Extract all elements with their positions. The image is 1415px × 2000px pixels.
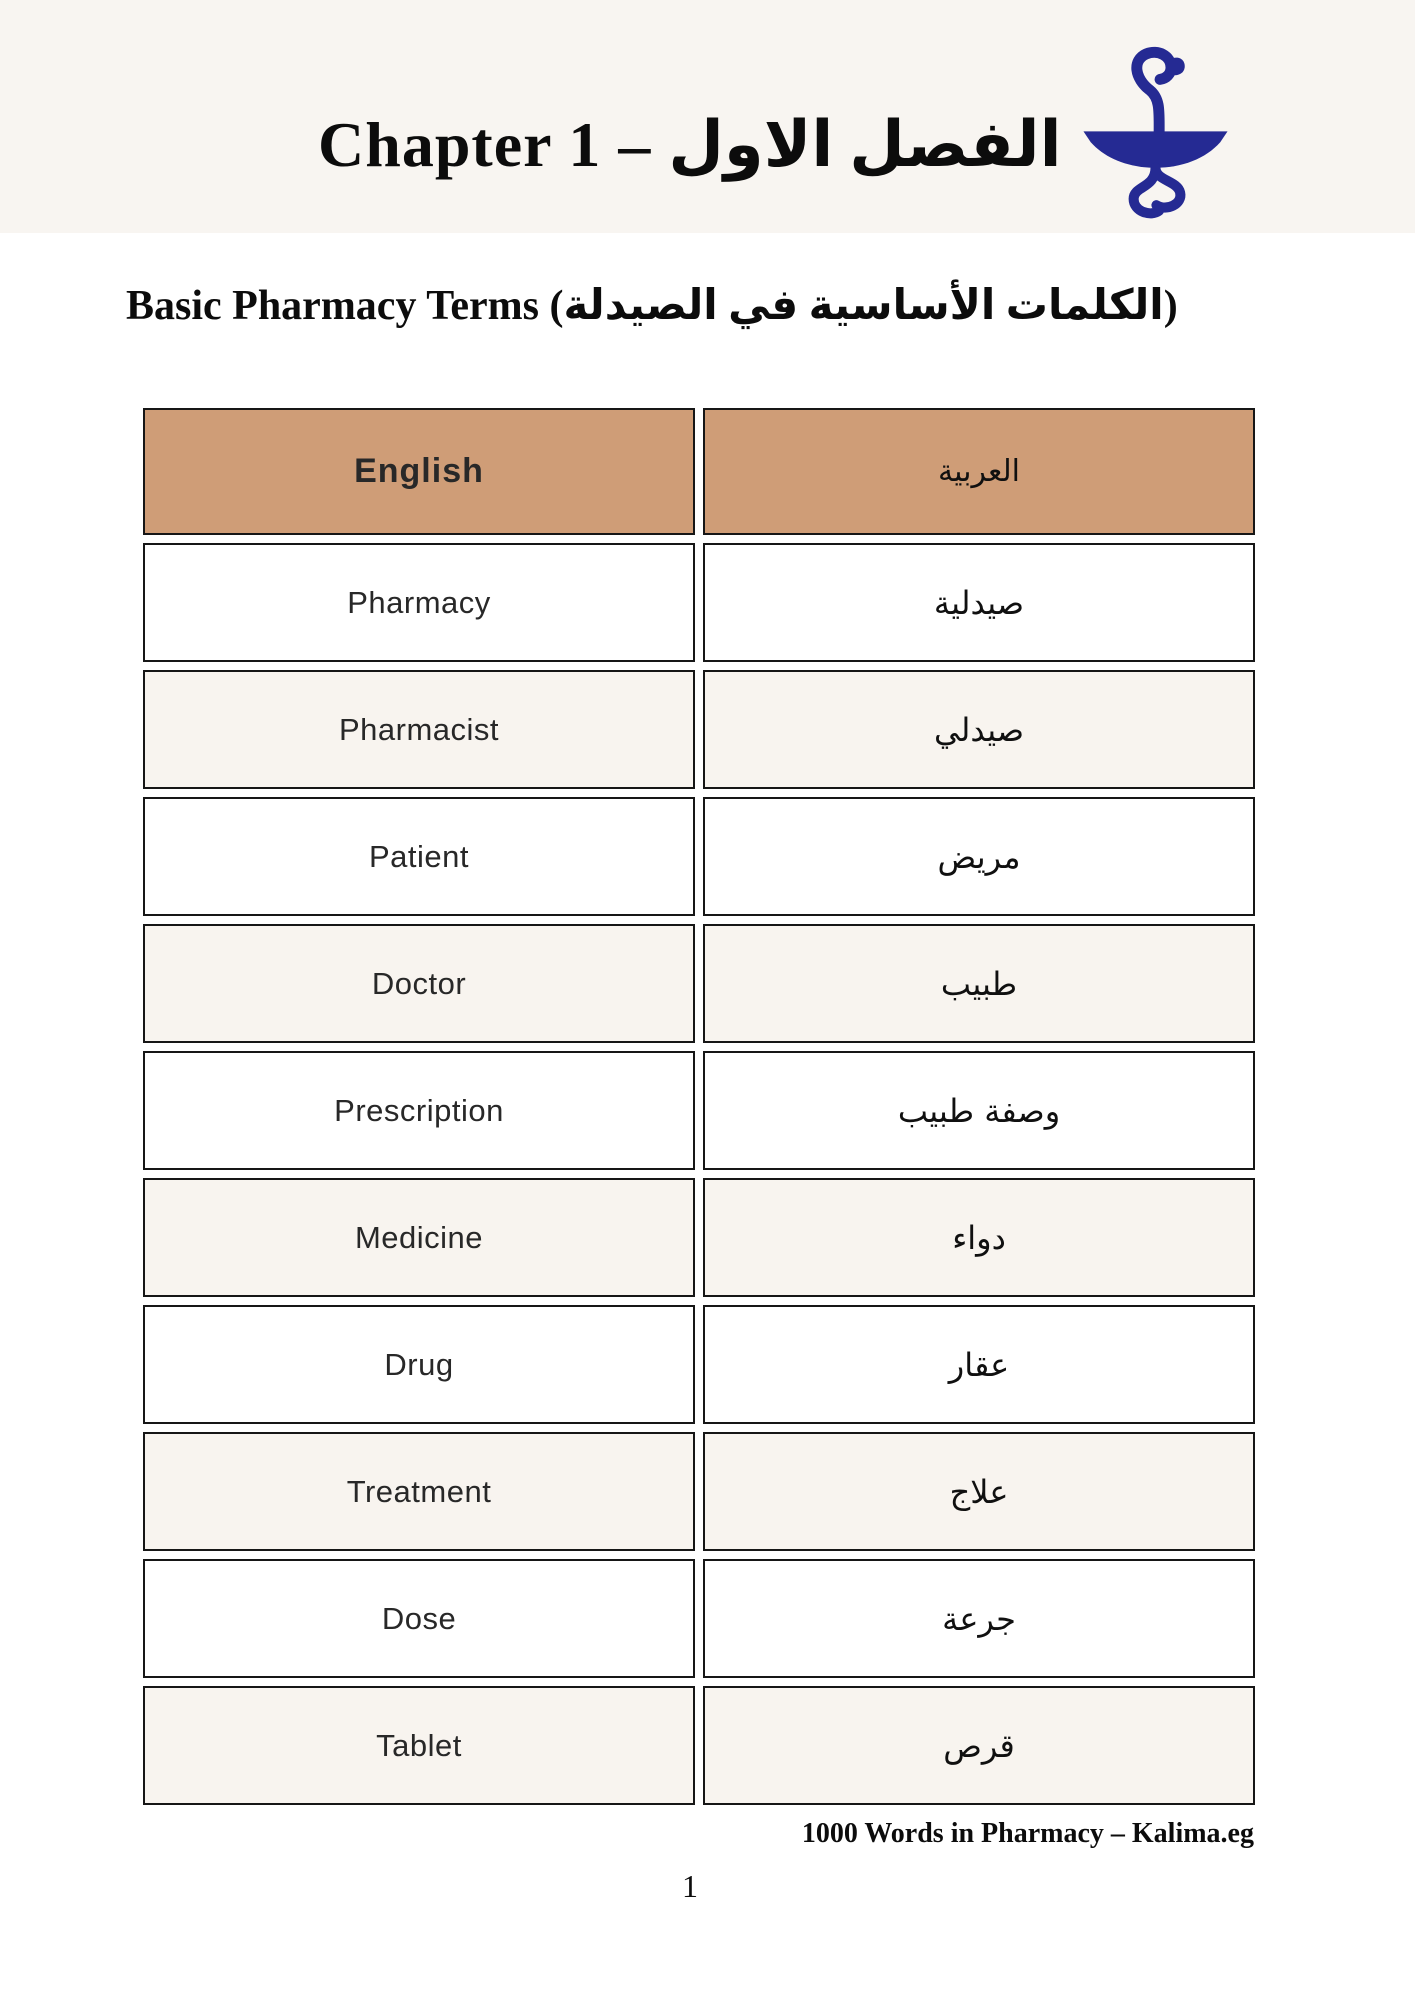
table-cell-arabic: وصفة طبيب — [703, 1051, 1255, 1170]
vocab-table — [143, 408, 1255, 1805]
table-cell-arabic: مريض — [703, 797, 1255, 916]
table-cell-arabic: جرعة — [703, 1559, 1255, 1678]
table-cell-arabic: علاج — [703, 1432, 1255, 1551]
table-cell-arabic: صيدلية — [703, 543, 1255, 662]
column-header-arabic: العربية — [703, 408, 1255, 535]
column-header-english: English — [143, 408, 695, 535]
bowl-of-hygieia-icon — [1078, 40, 1233, 230]
table-cell-arabic: صيدلي — [703, 670, 1255, 789]
table-cell-english: Pharmacy — [143, 543, 695, 662]
header-band — [0, 0, 1415, 233]
footer-credit: 1000 Words in Pharmacy – Kalima.eg — [801, 1818, 1254, 1849]
page-number: 1 — [682, 1868, 698, 1904]
table-cell-arabic: قرص — [703, 1686, 1255, 1805]
table-cell-english: Patient — [143, 797, 695, 916]
chapter-title: Chapter 1 – الفصل الاول — [318, 109, 1062, 180]
table-cell-english: Drug — [143, 1305, 695, 1424]
table-cell-english: Medicine — [143, 1178, 695, 1297]
table-cell-arabic: دواء — [703, 1178, 1255, 1297]
table-cell-english: Dose — [143, 1559, 695, 1678]
table-cell-english: Treatment — [143, 1432, 695, 1551]
table-cell-arabic: عقار — [703, 1305, 1255, 1424]
table-cell-arabic: طبيب — [703, 924, 1255, 1043]
table-cell-english: Doctor — [143, 924, 695, 1043]
page-subtitle: Basic Pharmacy Terms (الكلمات الأساسية في الصيدلة) — [126, 283, 1178, 329]
table-cell-english: Tablet — [143, 1686, 695, 1805]
table-cell-english: Pharmacist — [143, 670, 695, 789]
table-cell-english: Prescription — [143, 1051, 695, 1170]
